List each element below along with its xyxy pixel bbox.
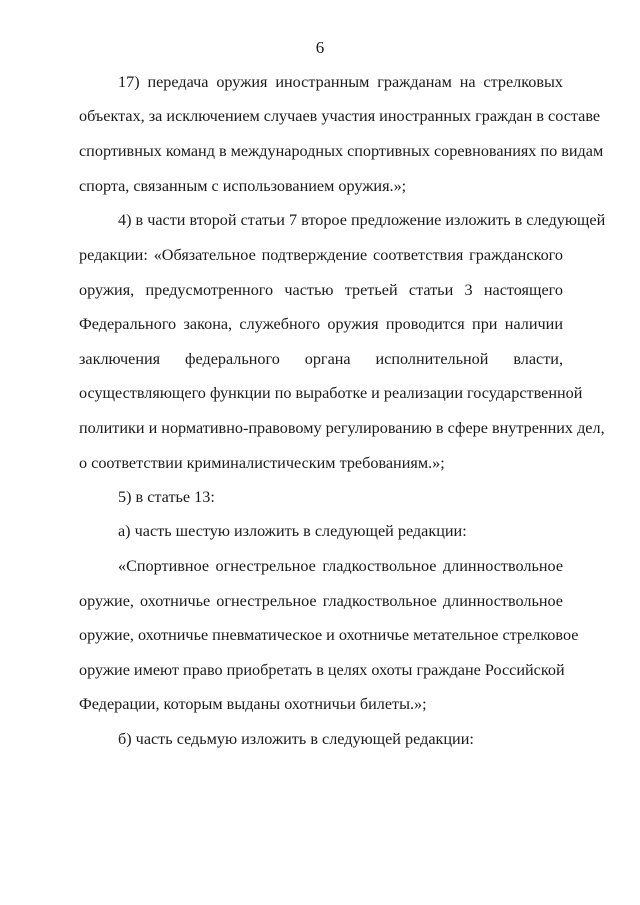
text-line: оружие, охотничье огнестрельное гладкоствольное длинноствольное <box>79 592 563 610</box>
text-line: а) часть шестую изложить в следующей редакции: <box>118 522 467 540</box>
text-line: спорта, связанным с использованием оружия.»; <box>79 177 407 195</box>
text-line: оружие, охотничье пневматическое и охотничье метательное стрелковое <box>79 626 579 644</box>
text-line: политики и нормативно-правовому регулированию в сфере внутренних дел, <box>79 419 605 437</box>
text-line: 4) в части второй статьи 7 второе предложение изложить в следующей <box>118 211 606 229</box>
text-line: оружие имеют право приобретать в целях охоты граждане Российской <box>79 661 565 679</box>
text-line: о соответствии криминалистическим требованиям.»; <box>79 454 445 472</box>
text-line: Федерации, которым выданы охотничьи билеты.»; <box>79 695 427 713</box>
text-line: б) часть седьмую изложить в следующей редакции: <box>118 730 474 748</box>
text-line: осуществляющего функции по выработке и реализации государственной <box>79 384 583 402</box>
text-line: спортивных команд в международных спортивных соревнованиях по видам <box>79 142 604 160</box>
text-line: «Спортивное огнестрельное гладкоствольное длинноствольное <box>118 557 563 575</box>
text-line: Федерального закона, служебного оружия проводится при наличии <box>79 315 563 333</box>
text-line: объектах, за исключением случаев участия иностранных граждан в составе <box>79 107 601 125</box>
text-line: заключения федерального органа исполнительной власти, <box>79 350 563 368</box>
text-line: 17) передача оружия иностранным гражданам на стрелковых <box>118 73 563 91</box>
text-line: редакции: «Обязательное подтверждение соответствия гражданского <box>79 246 563 264</box>
text-line: 5) в статье 13: <box>118 488 215 506</box>
page-number: 6 <box>315 38 325 57</box>
text-line: оружия, предусмотренного частью третьей статьи 3 настоящего <box>79 281 563 299</box>
